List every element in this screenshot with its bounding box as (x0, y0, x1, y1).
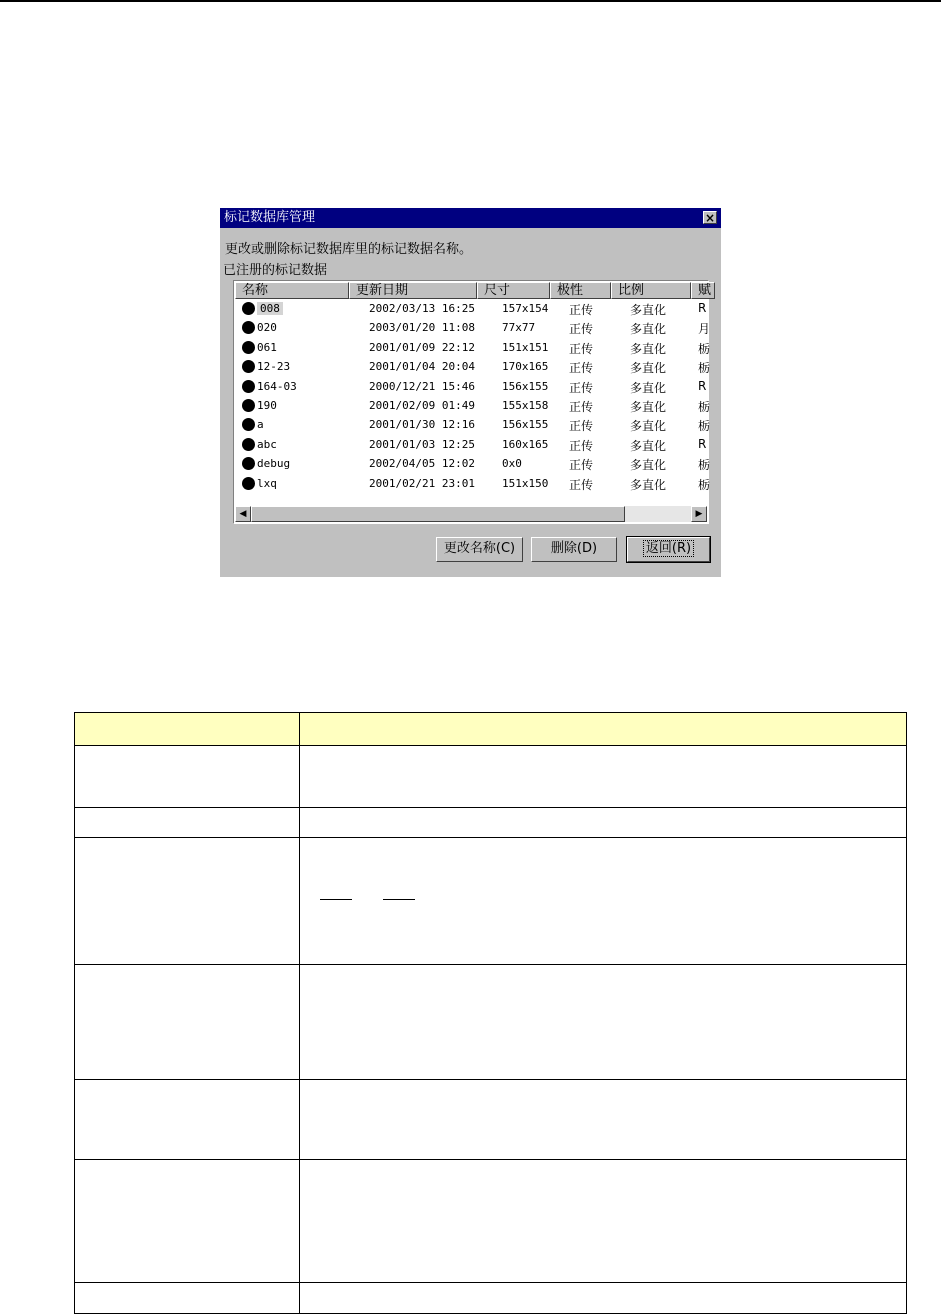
column-header-size[interactable]: 尺寸 (477, 282, 550, 299)
cell-extra: 栃 (698, 361, 711, 376)
cell-extra: 栃 (698, 400, 711, 414)
table-row (75, 1080, 907, 1160)
marker-dot-icon (242, 477, 255, 490)
cell-name: 008 (257, 302, 283, 315)
cell-extra: 月 (698, 322, 711, 337)
cell-size: 156x155 (502, 379, 549, 393)
table-row (75, 808, 907, 838)
list-item[interactable] (235, 357, 709, 376)
cell-date: 2003/01/20 11:08 (369, 321, 475, 335)
cell-name: 020 (257, 321, 277, 335)
marker-dot-icon (242, 457, 255, 470)
cell-scale: 多直化 (630, 419, 667, 434)
cell-scale: 多直化 (630, 361, 667, 376)
cell-scale: 多直化 (630, 341, 667, 356)
table-cell-description (300, 838, 907, 965)
close-icon: × (704, 211, 716, 225)
table-cell-description (300, 746, 907, 808)
cell-scale: 多直化 (630, 303, 667, 317)
cell-polarity: 正传 (569, 341, 594, 356)
cell-date: 2001/02/09 01:49 (369, 399, 475, 412)
cell-polarity: 正传 (569, 458, 594, 473)
table-cell-item (75, 746, 300, 808)
back-button-label: 返回(R) (643, 540, 694, 557)
marker-dot-icon (242, 341, 255, 354)
cell-polarity: 正传 (569, 400, 594, 414)
table-cell-description (300, 965, 907, 1080)
close-button[interactable] (703, 211, 717, 224)
parameter-table (74, 712, 907, 1314)
cell-size: 151x151 (502, 340, 549, 354)
dialog-title: 标记数据库管理 (224, 210, 316, 225)
cell-extra: R (698, 301, 707, 315)
cell-name: lxq (257, 476, 277, 490)
cell-size: 155x158 (502, 399, 549, 412)
dialog-description: 更改或删除标记数据库里的标记数据名称。 (225, 242, 473, 257)
marker-dot-icon (242, 380, 255, 393)
cell-date: 2001/01/09 22:12 (369, 340, 475, 354)
marker-dot-icon (242, 302, 255, 315)
cell-polarity: 正传 (569, 380, 594, 395)
table-cell-description (300, 1283, 907, 1314)
column-header-scale[interactable]: 比例 (611, 282, 691, 299)
cell-scale: 多直化 (630, 438, 667, 453)
cell-scale: 多直化 (630, 380, 667, 395)
table-header-row (75, 713, 907, 746)
cell-date: 2001/01/03 12:25 (369, 437, 475, 451)
cell-polarity: 正传 (569, 303, 594, 317)
cell-name: 061 (257, 340, 277, 354)
list-item[interactable] (235, 474, 709, 493)
delete-button[interactable]: 删除(D) (531, 537, 617, 562)
table-cell-item (75, 965, 300, 1080)
arrow-right-icon: ▶ (695, 509, 703, 519)
cell-size: 170x165 (502, 360, 549, 374)
list-item[interactable] (235, 299, 709, 318)
list-item[interactable] (235, 435, 709, 454)
page-top-rule (0, 0, 941, 2)
marker-dot-icon (242, 399, 255, 412)
cell-extra: 栃 (698, 341, 711, 356)
table-row (75, 838, 907, 965)
list-item[interactable] (235, 338, 709, 357)
cell-size: 0x0 (502, 457, 522, 471)
cell-name: 12-23 (257, 360, 291, 374)
cell-polarity: 正传 (569, 322, 594, 337)
marker-list[interactable] (233, 280, 712, 524)
cell-scale: 多直化 (630, 477, 667, 492)
list-item[interactable] (235, 377, 709, 396)
rename-button[interactable]: 更改名称(C) (436, 537, 523, 562)
table-row (75, 965, 907, 1080)
cell-name: debug (257, 457, 291, 471)
marker-dot-icon (242, 438, 255, 451)
scroll-right-button[interactable] (691, 506, 707, 522)
cell-polarity: 正传 (569, 419, 594, 434)
table-cell-item (75, 1080, 300, 1160)
marker-dot-icon (242, 321, 255, 334)
table-cell-description (300, 1080, 907, 1160)
cell-name: abc (257, 437, 277, 451)
list-item[interactable] (235, 454, 709, 473)
cell-date: 2001/01/30 12:16 (369, 418, 475, 432)
cell-date: 2001/01/04 20:04 (369, 360, 475, 374)
fraction-bar-2 (383, 899, 415, 900)
marker-dot-icon (242, 360, 255, 373)
cell-extra: 栃 (698, 477, 711, 492)
cell-size: 77x77 (502, 321, 536, 335)
cell-name: a (257, 418, 264, 432)
cell-date: 2000/12/21 15:46 (369, 379, 475, 393)
cell-extra: R (698, 378, 707, 393)
table-cell-description (300, 808, 907, 838)
column-header-extra[interactable]: 赋 (691, 282, 715, 299)
cell-scale: 多直化 (630, 400, 667, 414)
column-header-polarity[interactable]: 极性 (550, 282, 611, 299)
cell-polarity: 正传 (569, 477, 594, 492)
table-cell-item (75, 713, 300, 746)
cell-scale: 多直化 (630, 322, 667, 337)
cell-size: 156x155 (502, 418, 549, 432)
title-bar[interactable] (220, 208, 721, 228)
cell-polarity: 正传 (569, 438, 594, 453)
column-header-date[interactable]: 更新日期 (349, 282, 477, 299)
cell-extra: 栃 (698, 419, 711, 434)
cell-scale: 多直化 (630, 458, 667, 473)
arrow-left-icon: ◀ (239, 509, 247, 519)
cell-size: 157x154 (502, 302, 549, 315)
table-cell-item (75, 1160, 300, 1283)
cell-extra: R (698, 436, 707, 451)
table-row (75, 1160, 907, 1283)
cell-date: 2002/04/05 12:02 (369, 457, 475, 471)
marker-db-dialog (220, 208, 721, 577)
table-cell-item (75, 808, 300, 838)
cell-name: 164-03 (257, 379, 297, 393)
column-header-name[interactable]: 名称 (235, 282, 349, 299)
scroll-thumb[interactable] (251, 506, 625, 522)
horizontal-scrollbar[interactable] (235, 506, 707, 522)
list-item[interactable] (235, 318, 709, 337)
cell-size: 160x165 (502, 437, 549, 451)
fraction-bar-1 (320, 899, 352, 900)
list-item[interactable] (235, 415, 709, 434)
table-row (75, 1283, 907, 1314)
table-cell-description (300, 713, 907, 746)
cell-date: 2001/02/21 23:01 (369, 476, 475, 490)
cell-size: 151x150 (502, 476, 549, 490)
table-row (75, 746, 907, 808)
scroll-left-button[interactable] (235, 506, 251, 522)
marker-dot-icon (242, 418, 255, 431)
list-item[interactable] (235, 396, 709, 415)
cell-date: 2002/03/13 16:25 (369, 302, 475, 315)
table-cell-description (300, 1160, 907, 1283)
table-cell-item (75, 1283, 300, 1314)
list-label: 已注册的标记数据 (223, 263, 328, 278)
cell-name: 190 (257, 399, 277, 412)
back-button[interactable] (627, 537, 710, 562)
cell-extra: 栃 (698, 458, 711, 473)
table-cell-item (75, 838, 300, 965)
cell-polarity: 正传 (569, 361, 594, 376)
